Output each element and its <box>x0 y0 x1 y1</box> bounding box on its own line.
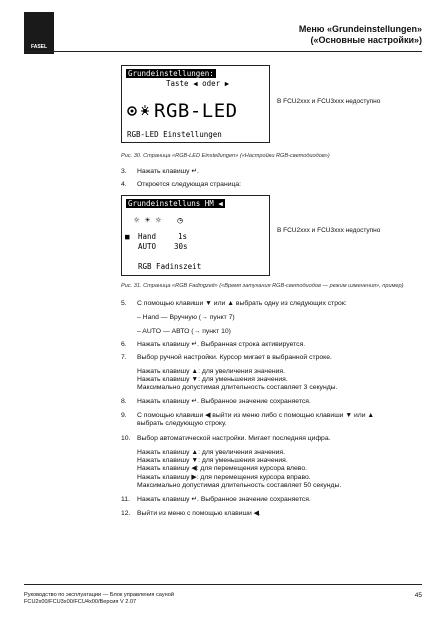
header-title: Меню «Grundeinstellungen» <box>298 24 422 34</box>
step-9: 9. С помощью клавиши ◀ выйти из меню либо с помощью клавиши ▼ или ▲ выбрать следующую строку. <box>121 412 375 428</box>
fade-icons: ☼ ☀ ☼ ◷ <box>134 216 183 226</box>
option-auto: – AUTO — АВТО (→ пункт 10) <box>137 328 231 335</box>
step-12: 12. Выйти из меню с помощью клавиши ◀. <box>121 510 261 517</box>
brand-logo <box>24 12 54 54</box>
figure-caption-31: Рис. 31. Страница «RGB Fadingzeit» («Время затухания RGB-светодиодов — режим изменения», пример) <box>121 283 404 289</box>
step-3: 3. Нажать клавишу ↵. <box>121 168 199 175</box>
option-hand: – Hand — Вручную (→ пункт 7) <box>137 314 235 321</box>
header-rule <box>24 51 422 52</box>
header-subtitle: («Основные настройки») <box>310 35 422 45</box>
availability-note-2: В FCU2xxx и FCU3xxx недоступно <box>277 227 381 234</box>
step-10-details: Нажать клавишу ▲: для увеличения значения. Нажать клавишу ▼: для уменьшения значения. Нажать клавишу ◀: для перемещения курсора влево. Нажать клавишу ▶: для перемещения курсора вправо. Максимально допустимая длительность составляет 50 секунды. <box>137 449 342 489</box>
step-11: 11. Нажать клавишу ↵. Выбранное значение сохраняется. <box>121 496 311 503</box>
step-6: 6. Нажать клавишу ↵. Выбранная строка активируется. <box>121 341 306 348</box>
step-8: 8. Нажать клавишу ↵. Выбранное значение сохраняется. <box>121 398 311 405</box>
lcd-cursor-marker: ■ <box>125 232 130 241</box>
page-number: 45 <box>414 592 422 599</box>
lcd-title: Grundeinstelluns HM ◀ <box>128 199 223 208</box>
lcd-value-auto: 30s <box>174 242 188 251</box>
figure-caption-30: Рис. 30. Страница «RGB-LED Einstellungen» («Настройки RGB-светодиодов») <box>121 153 330 159</box>
step-10: 10. Выбор автоматической настройки. Мигает последняя цифра. <box>121 435 331 442</box>
lcd-mode-hand: Hand <box>138 232 157 241</box>
availability-note-1: В FCU2xxx и FCU3xxx недоступно <box>277 98 381 105</box>
footer-rule <box>24 584 422 585</box>
step-5: 5. С помощью клавиши ▼ или ▲ выбрать одну из следующих строк: <box>121 300 347 307</box>
lcd-big-label: RGB-LED <box>154 100 238 122</box>
step-7-details: Нажать клавишу ▲: для увеличения значения. Нажать клавишу ▼: для уменьшения значения. Максимально допустимая длительность составляет 3 секунды. <box>137 368 338 392</box>
lcd-title: Grundeinstellungen: <box>128 69 214 78</box>
lcd-mode-auto: AUTO <box>138 242 157 251</box>
footer-text: Руководство по эксплуатации — Блок управления сауной FCU2x00/FCU3x00/FCU4x00/Версия V 2.07 <box>24 592 174 605</box>
step-7: 7. Выбор ручной настройки. Курсор мигает в выбранной строке. <box>121 354 332 361</box>
lcd-key-hint: Taste ◀ oder ▶ <box>166 79 230 88</box>
rgb-led-icon <box>126 104 152 118</box>
logo-text: FASEL <box>30 44 48 50</box>
lcd-display-rgb-led <box>121 65 270 143</box>
lcd-bottom-label: RGB Fadinszeit <box>138 262 202 271</box>
lcd-display-fading-time <box>121 195 270 276</box>
step-4: 4. Откроется следующая страница: <box>121 181 242 188</box>
lcd-value-hand: 1s <box>178 232 188 241</box>
page-header <box>299 24 422 46</box>
lcd-bottom-label: RGB-LED Einstellungen <box>127 130 222 139</box>
